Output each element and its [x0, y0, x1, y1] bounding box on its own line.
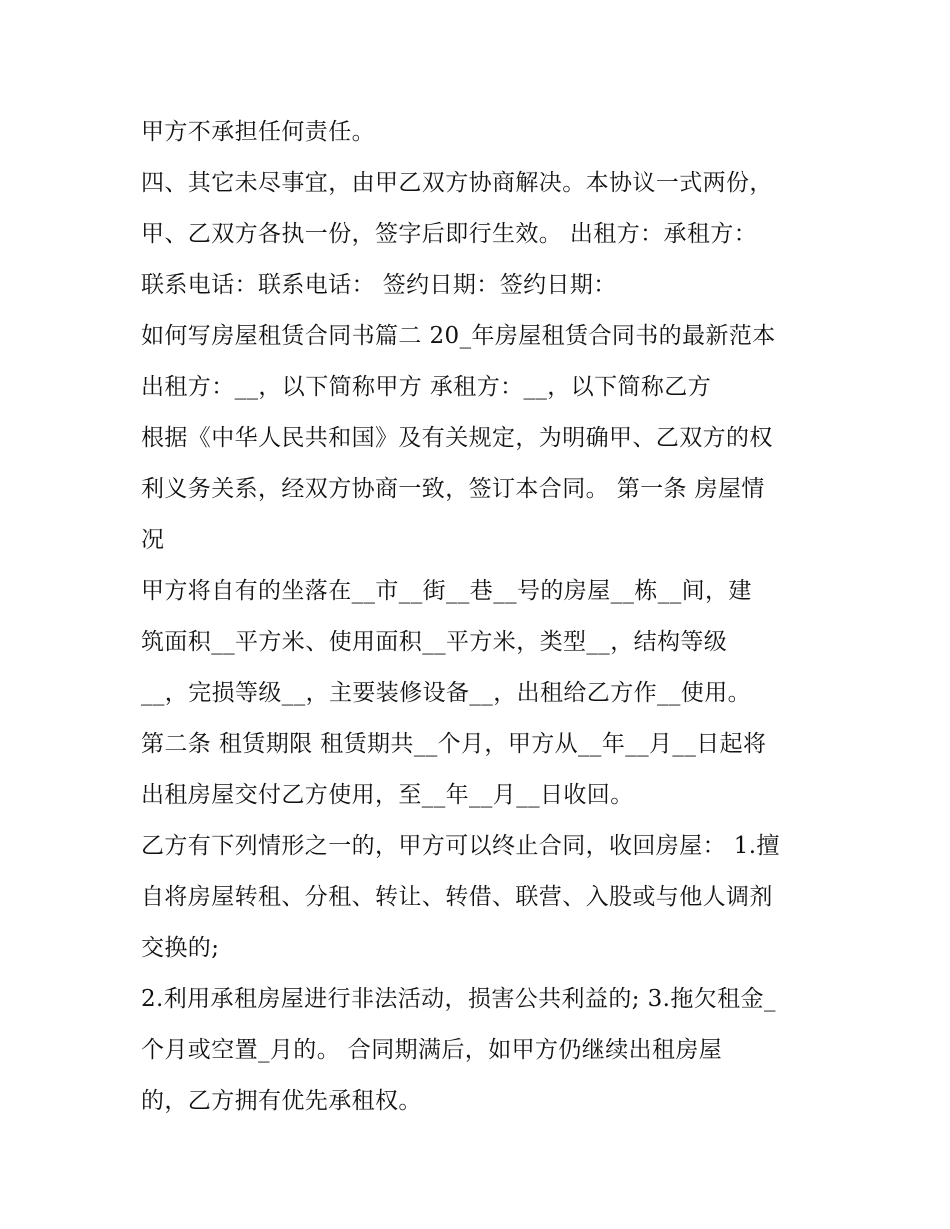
text-line: 2.利用承租房屋进行非法活动，损害公共利益的; 3.拖欠租金_: [141, 986, 776, 1012]
text-line: 联系电话：联系电话： 签约日期：签约日期：: [141, 272, 617, 298]
text-line: 甲、乙双方各执一份，签字后即行生效。 出租方：承租方：: [141, 221, 758, 247]
text-line: 四、其它未尽事宜，由甲乙双方协商解决。本协议一式两份，: [141, 170, 773, 196]
text-line: 甲方将自有的坐落在__市__街__巷__号的房屋__栋__间，建: [141, 578, 752, 604]
text-line: 如何写房屋租赁合同书篇二 20_年房屋租赁合同书的最新范本: [141, 323, 776, 349]
text-line: 出租房屋交付乙方使用，至__年__月__日收回。: [141, 782, 634, 808]
text-line: 自将房屋转租、分租、转让、转借、联营、入股或与他人调剂: [141, 884, 773, 910]
text-line: 甲方不承担任何责任。: [141, 119, 375, 145]
text-line: 出租方：__，以下简称甲方 承租方：__，以下简称乙方: [141, 374, 712, 400]
text-line: __，完损等级__，主要装修设备__，出租给乙方作__使用。: [141, 680, 751, 706]
text-line: 交换的;: [141, 935, 220, 961]
text-line: 个月或空置_月的。 合同期满后，如甲方仍继续出租房屋: [141, 1037, 723, 1063]
text-line: 况: [141, 527, 165, 553]
contract-text: [141, 107, 841, 1127]
text-line: 利义务关系，经双方协商一致，签订本合同。 第一条 房屋情: [141, 476, 765, 502]
text-line: 乙方有下列情形之一的，甲方可以终止合同，收回房屋： 1.擅: [141, 833, 780, 859]
text-line: 的，乙方拥有优先承租权。: [141, 1088, 422, 1114]
text-line: 第二条 租赁期限 租赁期共__个月，甲方从__年__月__日起将: [141, 731, 767, 757]
text-line: 根据《中华人民共和国》及有关规定，为明确甲、乙双方的权: [141, 425, 773, 451]
text-line: 筑面积__平方米、使用面积__平方米，类型__，结构等级: [141, 629, 728, 655]
